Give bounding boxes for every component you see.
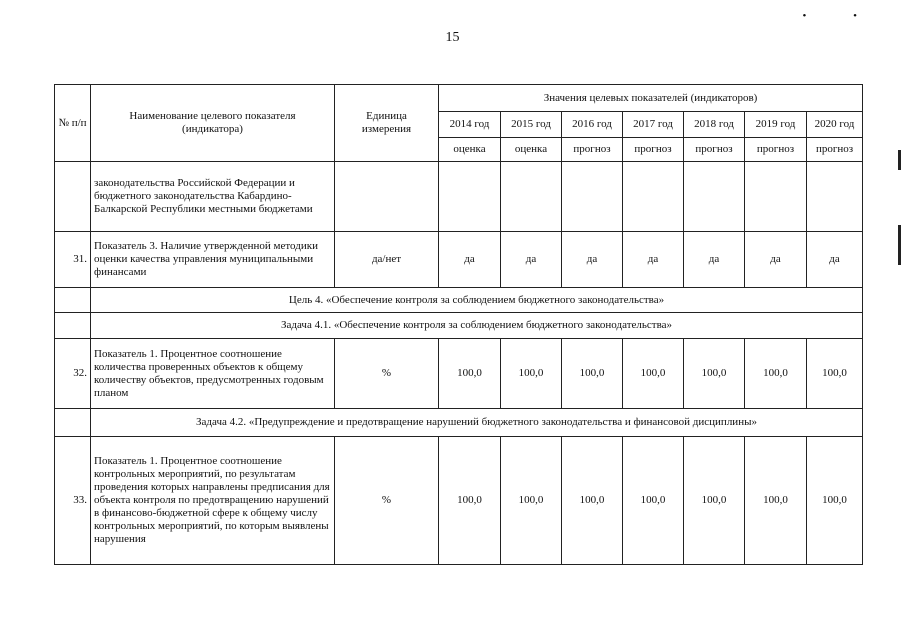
cell-empty [55,313,91,339]
cell-empty [335,162,439,232]
task-4-1-title: Задача 4.1. «Обеспечение контроля за соблюдением бюджетного законодательства» [91,313,863,339]
cell-empty [55,162,91,232]
status-2018: прогноз [684,138,745,162]
row-31-value-2020: да [807,232,863,288]
status-2016: прогноз [562,138,623,162]
cell-empty [745,162,807,232]
status-2017: прогноз [623,138,684,162]
table-row-32 [55,339,863,409]
row-31-value-2015: да [501,232,562,288]
cell-empty [684,162,745,232]
cell-empty [562,162,623,232]
cell-empty [439,162,501,232]
goal-4-title: Цель 4. «Обеспечение контроля за соблюдением бюджетного законодательства» [91,288,863,313]
row-33-value-2015: 100,0 [501,437,562,565]
row-32-num: 32. [55,339,91,409]
page-number: 15 [445,30,460,45]
table-row-33 [55,437,863,565]
row-31-value-2018: да [684,232,745,288]
row-33-num: 33. [55,437,91,565]
cell-empty [501,162,562,232]
scan-edge-mark [898,150,901,170]
cell-empty [55,288,91,313]
year-2018: 2018 год [684,112,745,138]
row-31-num: 31. [55,232,91,288]
task-4-2-title: Задача 4.2. «Предупреждение и предотвращение нарушений бюджетного законодательства и финансовой дисциплины» [91,409,863,437]
cell-empty [807,162,863,232]
status-2019: прогноз [745,138,807,162]
status-2014: оценка [439,138,501,162]
row-33-value-2014: 100,0 [439,437,501,565]
year-2017: 2017 год [623,112,684,138]
scan-edge-mark [898,225,901,265]
row-33-unit: % [335,437,439,565]
row-32-unit: % [335,339,439,409]
year-2020: 2020 год [807,112,863,138]
row-32-value-2016: 100,0 [562,339,623,409]
row-continued-name: законодательства Российской Федерации и бюджетного законодательства Кабардино-Балкарской Республики местными бюджетами [91,162,335,232]
row-31-value-2017: да [623,232,684,288]
status-2020: прогноз [807,138,863,162]
header-values-group: Значения целевых показателей (индикаторов) [439,85,863,112]
row-31-value-2014: да [439,232,501,288]
row-32-value-2020: 100,0 [807,339,863,409]
corner-marks: • • [802,10,879,22]
cell-empty [623,162,684,232]
header-unit: Единица измерения [335,85,439,162]
task-4-2-row [55,409,863,437]
cell-empty [55,409,91,437]
header-name: Наименование целевого показателя (индикатора) [91,85,335,162]
row-33-value-2019: 100,0 [745,437,807,565]
table-row-31 [55,232,863,288]
indicators-table [54,84,863,565]
header-row-1 [55,85,863,112]
row-31-value-2019: да [745,232,807,288]
row-31-value-2016: да [562,232,623,288]
year-2015: 2015 год [501,112,562,138]
row-32-value-2014: 100,0 [439,339,501,409]
row-32-value-2017: 100,0 [623,339,684,409]
row-33-value-2020: 100,0 [807,437,863,565]
row-32-value-2015: 100,0 [501,339,562,409]
task-4-1-row [55,313,863,339]
goal-4-row [55,288,863,313]
year-2016: 2016 год [562,112,623,138]
row-32-name: Показатель 1. Процентное соотношение количества проверенных объектов к общему количеству объектов, предусмотренных годовым планом [91,339,335,409]
row-33-value-2016: 100,0 [562,437,623,565]
row-33-value-2018: 100,0 [684,437,745,565]
status-2015: оценка [501,138,562,162]
row-32-value-2019: 100,0 [745,339,807,409]
row-31-name: Показатель 3. Наличие утвержденной методики оценки качества управления муниципальными финансами [91,232,335,288]
table-row-continued [55,162,863,232]
header-num: № п/п [55,85,91,162]
row-31-unit: да/нет [335,232,439,288]
year-2014: 2014 год [439,112,501,138]
row-33-value-2017: 100,0 [623,437,684,565]
year-2019: 2019 год [745,112,807,138]
row-33-name: Показатель 1. Процентное соотношение контрольных мероприятий, по результатам проведения которых направлены предписания для объекта контроля по предотвращению нарушений в финансово-бюджетной сфере к общему числу контрольных мероприятий, по которым выявлены нарушения [91,437,335,565]
row-32-value-2018: 100,0 [684,339,745,409]
